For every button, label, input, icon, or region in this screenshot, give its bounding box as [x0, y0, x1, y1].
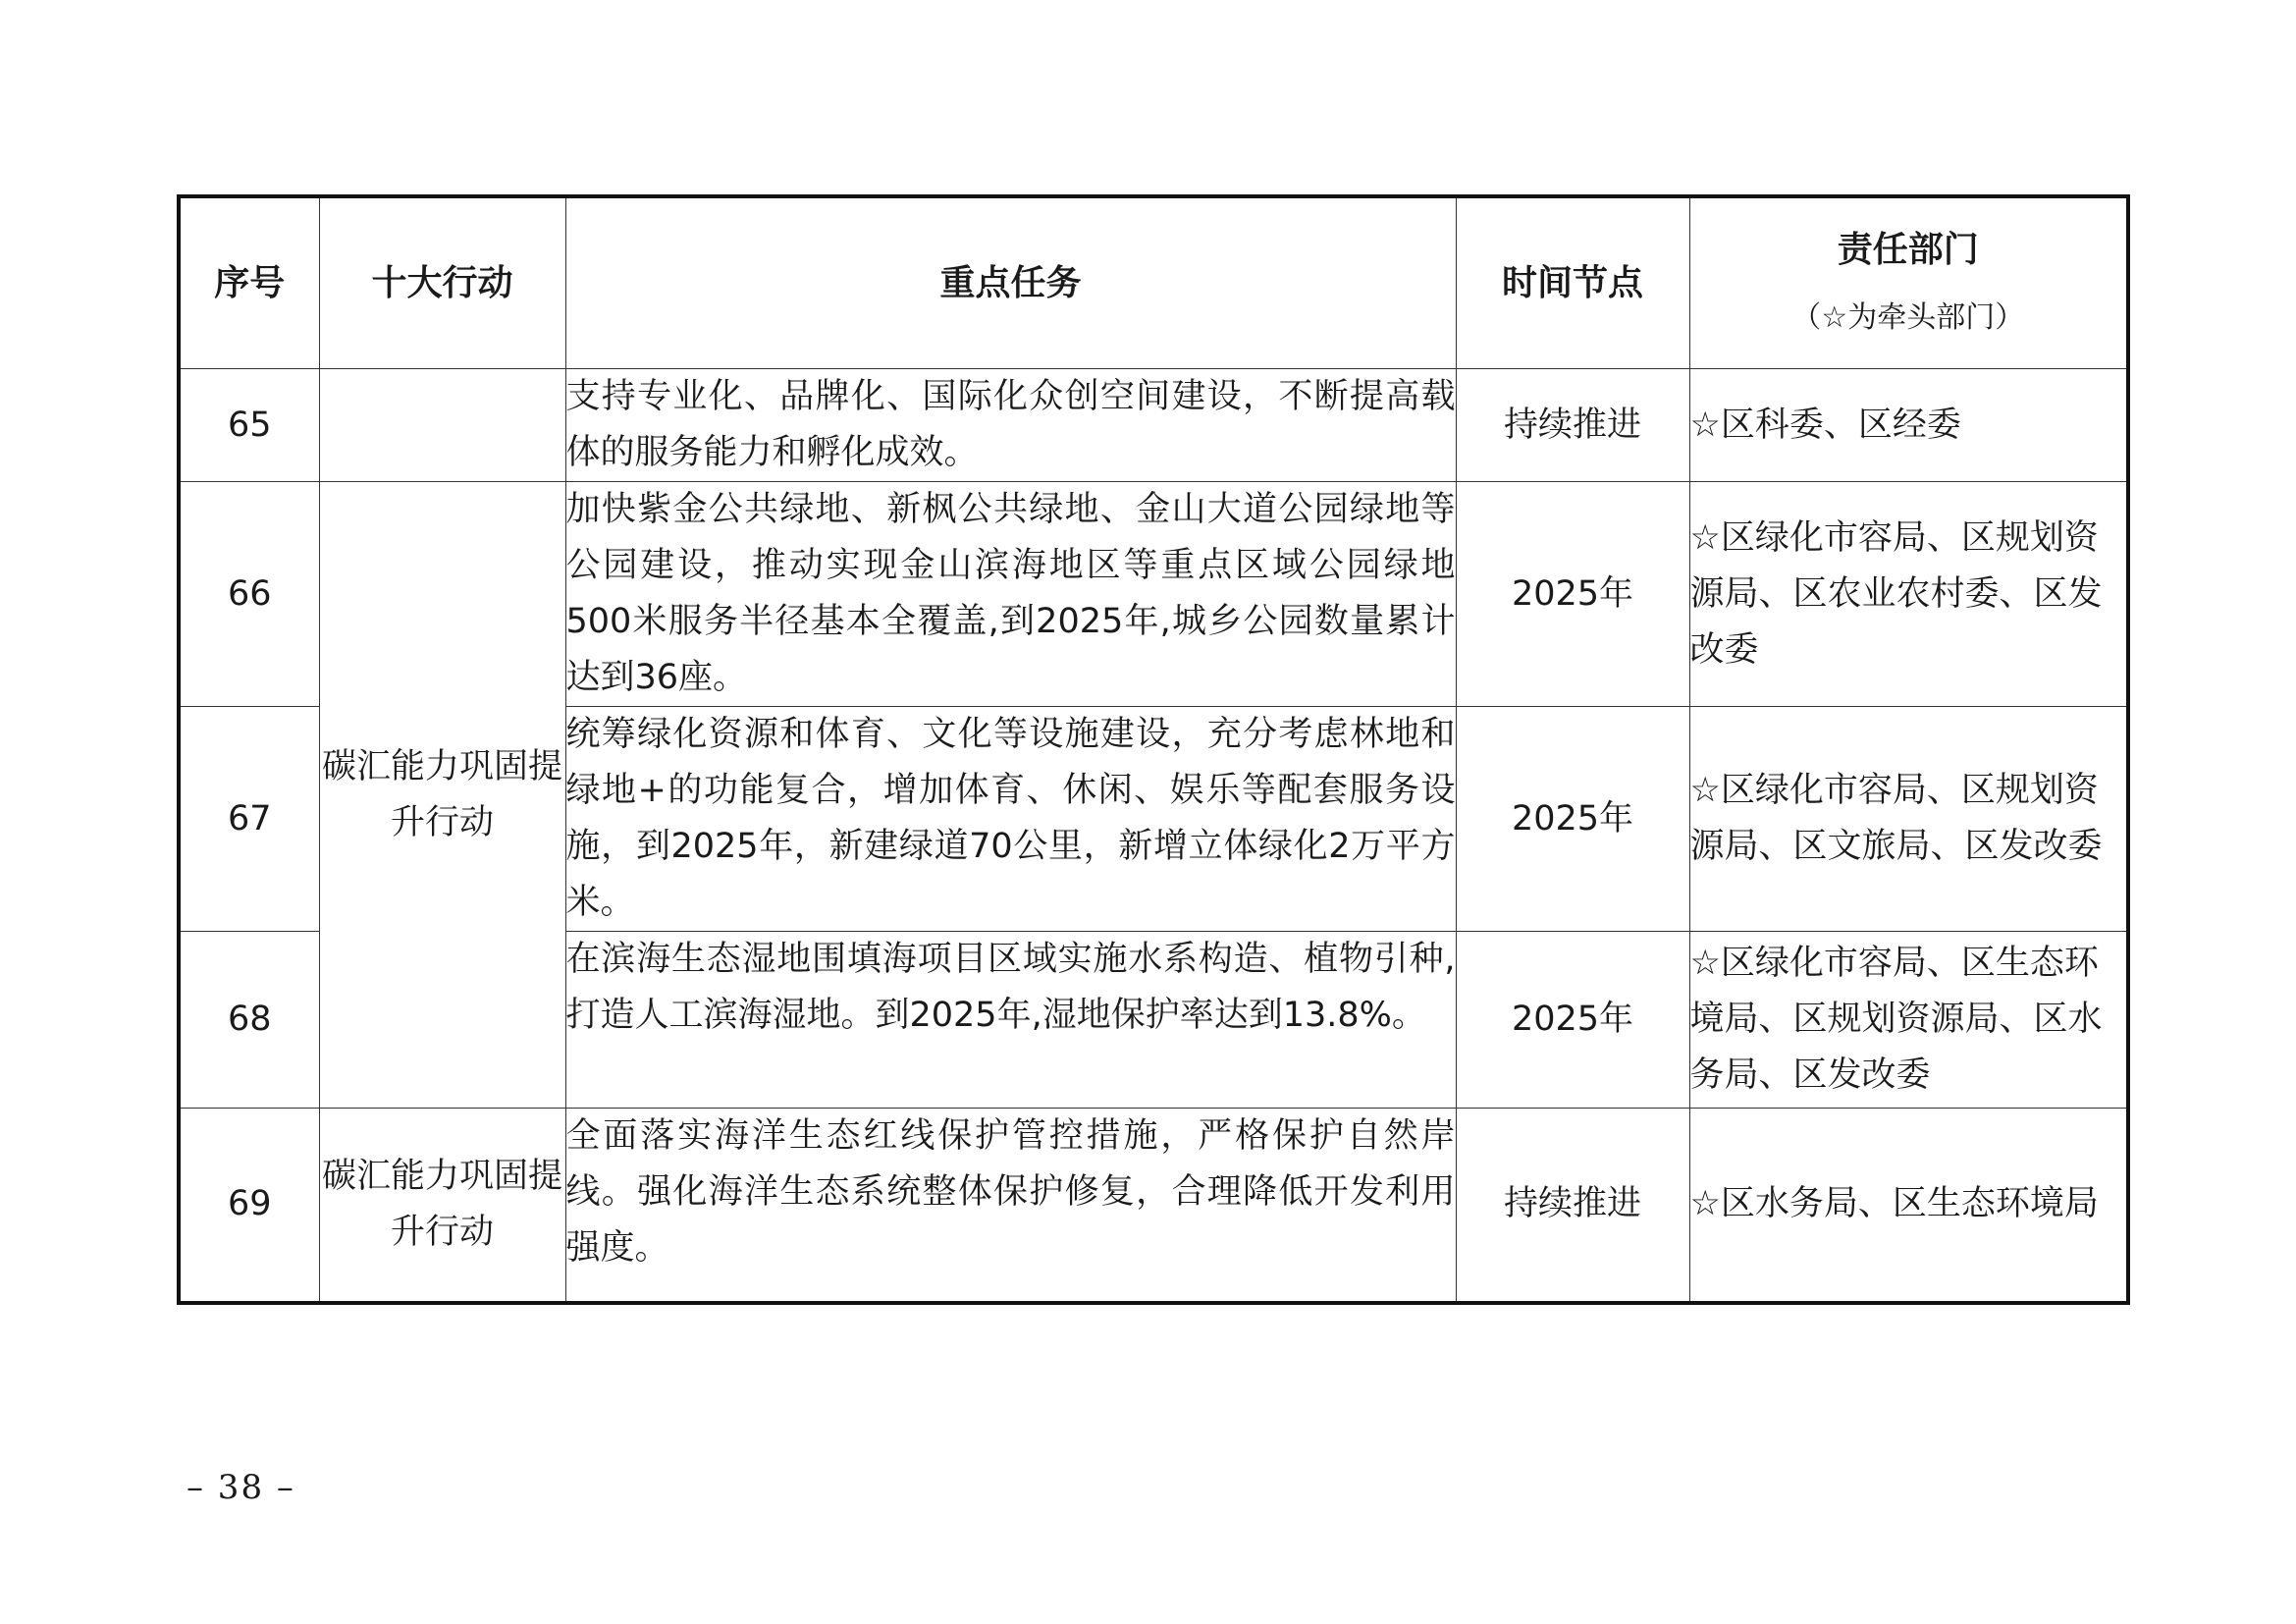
row-key-task: 加快紫金公共绿地、新枫公共绿地、金山大道公园绿地等公园建设，推动实现金山滨海地区等重点区域公园绿地500米服务半径基本全覆盖,到2025年,城乡公园数量累计达到36座。 — [565, 482, 1456, 707]
header-serial-number: 序号 — [179, 196, 319, 369]
header-action: 十大行动 — [319, 196, 565, 369]
row-time-node: 持续推进 — [1456, 1109, 1689, 1303]
header-dept-note: （☆为牵头部门） — [1791, 299, 2025, 335]
table-row — [179, 482, 2128, 707]
row-action-empty — [319, 369, 565, 482]
row-serial-number: 66 — [179, 482, 319, 707]
row-responsible-dept: ☆区绿化市容局、区规划资源局、区文旅局、区发改委 — [1689, 707, 2128, 932]
table-header-row — [179, 196, 2128, 369]
row-key-task: 支持专业化、品牌化、国际化众创空间建设，不断提高载体的服务能力和孵化成效。 — [565, 369, 1456, 482]
row-key-task: 统筹绿化资源和体育、文化等设施建设，充分考虑林地和绿地+的功能复合，增加体育、休闲、娱乐等配套服务设施，到2025年，新建绿道70公里，新增立体绿化2万平方米。 — [565, 707, 1456, 932]
row-time-node: 持续推进 — [1456, 369, 1689, 482]
row-responsible-dept: ☆区水务局、区生态环境局 — [1689, 1109, 2128, 1303]
page-number: – 38 – — [187, 1468, 295, 1507]
row-key-task: 在滨海生态湿地围填海项目区域实施水系构造、植物引种,打造人工滨海湿地。到2025年,湿地保护率达到13.8%。 — [565, 932, 1456, 1109]
row-action-group: 碳汇能力巩固提升行动 — [319, 482, 565, 1109]
table-row — [179, 1109, 2128, 1303]
row-action-group: 碳汇能力巩固提升行动 — [319, 1109, 565, 1303]
row-responsible-dept: ☆区绿化市容局、区规划资源局、区农业农村委、区发改委 — [1689, 482, 2128, 707]
row-responsible-dept: ☆区绿化市容局、区生态环境局、区规划资源局、区水务局、区发改委 — [1689, 932, 2128, 1109]
header-time-node: 时间节点 — [1456, 196, 1689, 369]
header-key-task: 重点任务 — [565, 196, 1456, 369]
row-responsible-dept: ☆区科委、区经委 — [1689, 369, 2128, 482]
header-dept-label: 责任部门 — [1837, 229, 1979, 270]
row-time-node: 2025年 — [1456, 707, 1689, 932]
row-time-node: 2025年 — [1456, 482, 1689, 707]
row-key-task: 全面落实海洋生态红线保护管控措施，严格保护自然岸线。强化海洋生态系统整体保护修复，合理降低开发利用强度。 — [565, 1109, 1456, 1303]
task-table — [177, 194, 2130, 1305]
row-time-node: 2025年 — [1456, 932, 1689, 1109]
header-responsible-dept — [1689, 196, 2128, 369]
row-serial-number: 67 — [179, 707, 319, 932]
row-serial-number: 65 — [179, 369, 319, 482]
row-serial-number: 68 — [179, 932, 319, 1109]
row-serial-number: 69 — [179, 1109, 319, 1303]
table-row — [179, 369, 2128, 482]
